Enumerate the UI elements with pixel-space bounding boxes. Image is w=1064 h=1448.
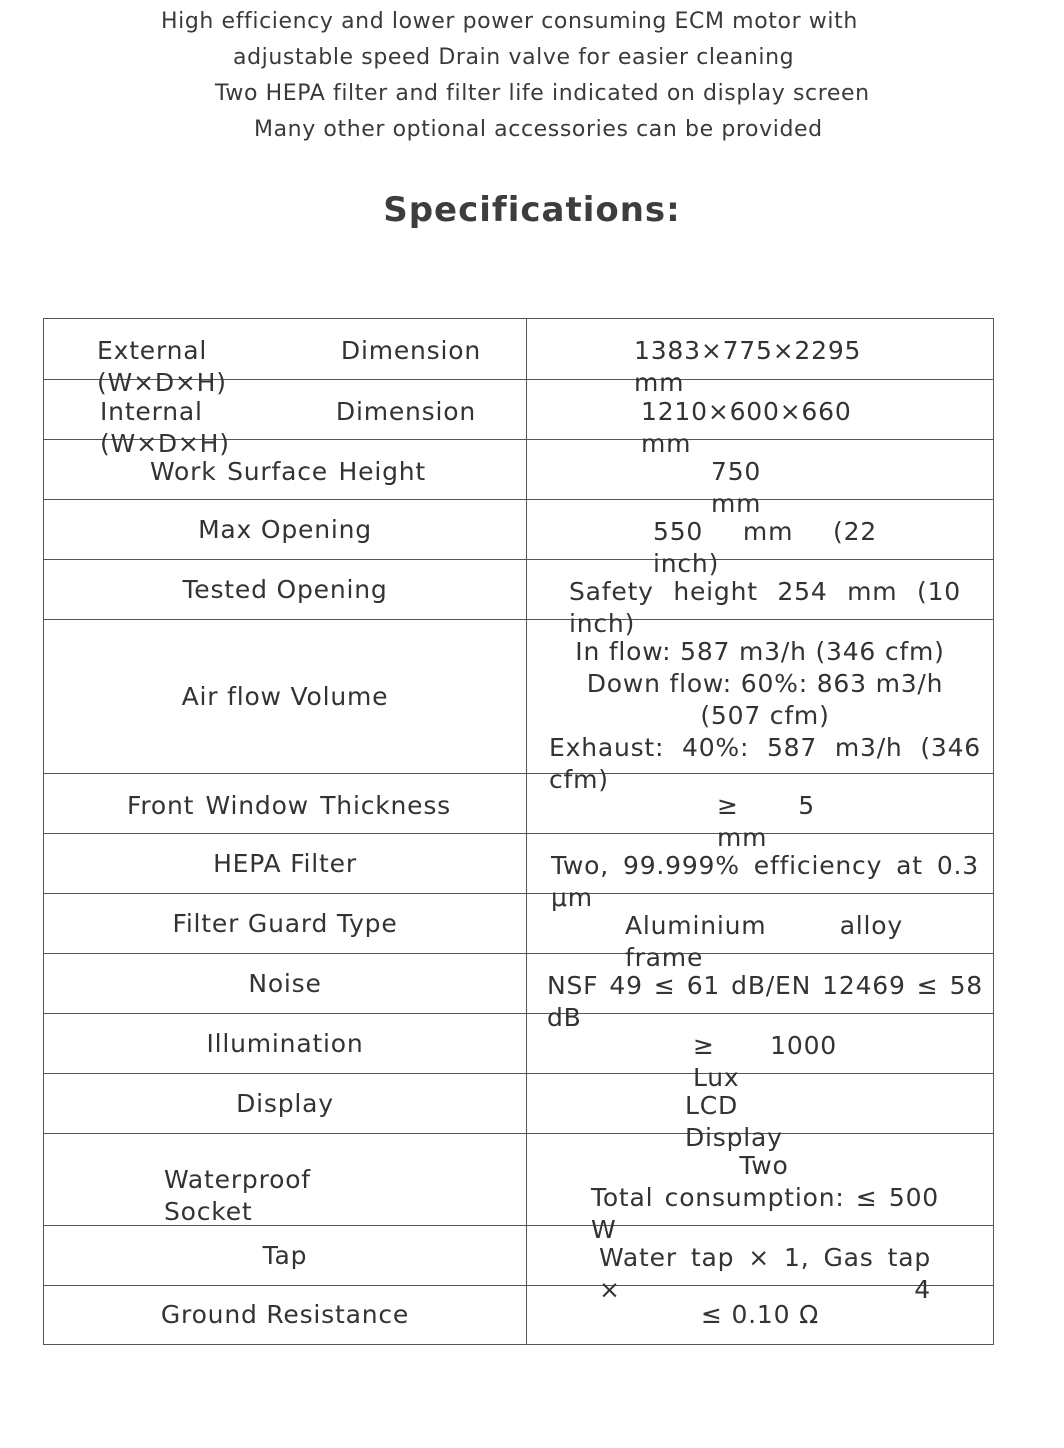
spec-value-line: Down flow: 60%: 863 m3/h (507 cfm) (586, 669, 944, 730)
spec-value-text: LCD Display (685, 1091, 783, 1152)
spec-key: Tap (44, 1226, 527, 1285)
spec-value-line: Exhaust: 40%: 587 m3/h (346 cfm) (549, 733, 981, 794)
table-row (44, 1073, 993, 1152)
spec-key: HEPA Filter (44, 834, 527, 893)
spec-key-text: Front Window Thickness (127, 791, 451, 820)
spec-key (44, 380, 527, 458)
spec-key-text: Work Surface Height (150, 457, 426, 486)
spec-value-text: ≥ 5 mm (717, 791, 815, 852)
table-row (44, 953, 993, 1032)
table-row (44, 833, 993, 912)
spec-value (527, 1226, 993, 1304)
spec-key: Noise (44, 954, 527, 1013)
spec-value (527, 774, 993, 852)
spec-value-text: ≥ 1000 Lux (693, 1031, 837, 1092)
intro-line: Two HEPA filter and filter life indicated on display screen (215, 81, 870, 106)
spec-value-text: NSF 49 ≤ 61 dB/EN 12469 ≤ 58 dB (547, 971, 983, 1032)
spec-key: Illumination (44, 1014, 527, 1073)
spec-key: Filter Guard Type (44, 894, 527, 953)
specifications-title: Specifications: (383, 190, 681, 230)
spec-key: Ground Resistance (44, 1286, 527, 1344)
spec-value (527, 954, 993, 1032)
intro-line: adjustable speed Drain valve for easier cleaning (233, 45, 795, 70)
spec-value (527, 620, 993, 794)
table-row (44, 559, 993, 638)
spec-key-text: Waterproof Socket (164, 1165, 311, 1226)
spec-key: Tested Opening (44, 560, 527, 619)
spec-value-text: 1210×600×660 mm (641, 397, 852, 458)
spec-value (527, 380, 993, 458)
table-row (44, 1285, 993, 1344)
spec-value-text: Aluminium alloy frame (625, 911, 903, 972)
table-row (44, 1133, 993, 1244)
spec-value (527, 560, 993, 638)
spec-value-line: In flow: 587 m3/h (346 cfm) (575, 637, 945, 666)
table-row (44, 379, 993, 458)
intro-line: High efficiency and lower power consuming ECM motor with (161, 9, 858, 34)
spec-value-text: 1383×775×2295 mm (634, 336, 862, 397)
spec-value (527, 1134, 993, 1244)
spec-key (44, 440, 527, 499)
spec-value-text: 550 mm (22 inch) (653, 517, 877, 578)
intro-line: Many other optional accessories can be provided (254, 117, 823, 142)
spec-value-line: Two (739, 1151, 789, 1180)
spec-value-text: 750 mm (711, 457, 762, 518)
spec-value: ≤ 0.10 Ω (700, 1300, 819, 1329)
table-row (44, 499, 993, 578)
spec-key: Air flow Volume (44, 620, 527, 773)
table-row (44, 893, 993, 972)
spec-value (527, 319, 993, 397)
table-row (44, 319, 993, 397)
spec-key: Max Opening (44, 500, 527, 559)
spec-value (527, 1074, 993, 1152)
spec-value (527, 1014, 993, 1092)
spec-key: Display (44, 1074, 527, 1133)
spec-value-line: Total consumption: ≤ 500 W (591, 1183, 939, 1244)
specifications-table (43, 318, 994, 1345)
table-row (44, 1013, 993, 1092)
spec-value-text: Safety height 254 mm (10 inch) (569, 577, 961, 638)
spec-value (527, 500, 993, 578)
table-row (44, 619, 993, 794)
spec-key (44, 774, 527, 833)
spec-key-text: Internal Dimension (W×D×H) (100, 397, 476, 458)
table-row (44, 773, 993, 852)
table-row (44, 439, 993, 518)
spec-value-text: Water tap × 1, Gas tap × 4 (599, 1243, 931, 1304)
spec-value (527, 834, 993, 912)
spec-value (527, 894, 993, 972)
spec-key-text: External Dimension (W×D×H) (97, 336, 481, 397)
spec-value (527, 440, 993, 518)
spec-key (44, 1134, 527, 1225)
spec-key (44, 319, 527, 397)
spec-value-text: Two, 99.999% efficiency at 0.3 μm (551, 851, 979, 912)
table-row (44, 1225, 993, 1304)
